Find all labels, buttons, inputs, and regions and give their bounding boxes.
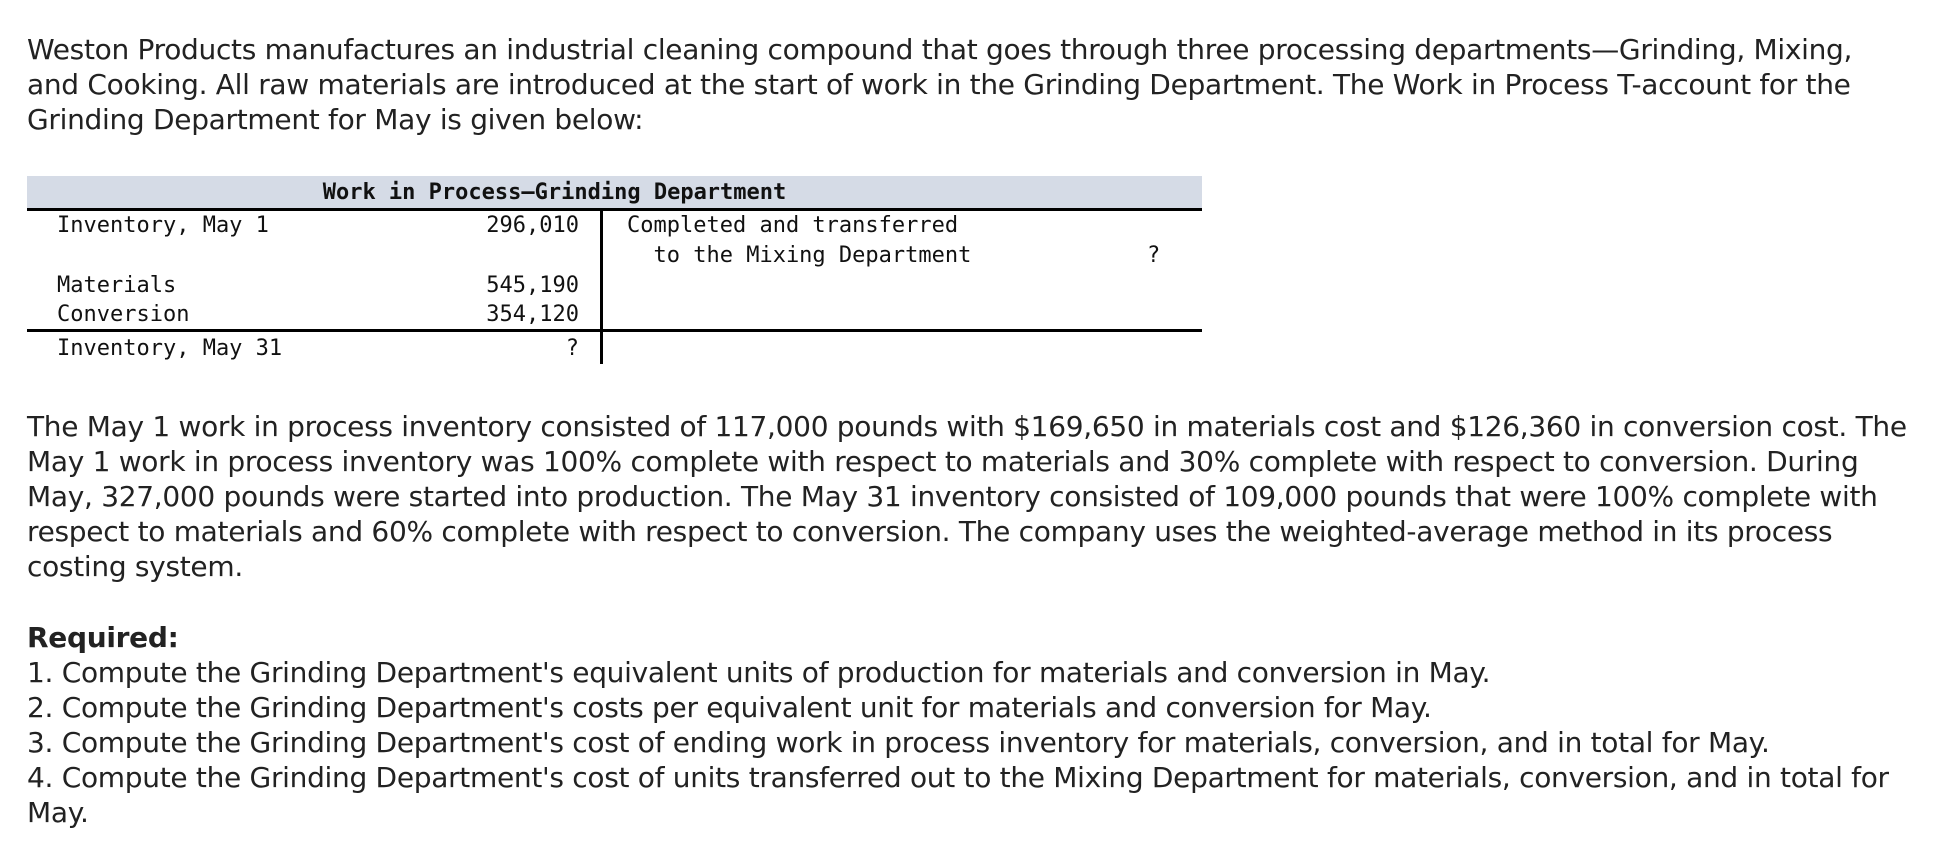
required-item: 2. Compute the Grinding Department's costs per equivalent unit for materials and conversion for May. [27, 691, 1432, 724]
debit-label-conversion: Conversion [57, 302, 190, 327]
details-line: May, 327,000 pounds were started into production. The May 31 inventory consisted of 109,000 pounds that were 100% complete with [27, 480, 1878, 513]
required-item: 3. Compute the Grinding Department's cost of ending work in process inventory for materials, conversion, and in total for May. [27, 726, 1770, 759]
credit-label-line1: Completed and transferred [627, 213, 959, 238]
debit-amount-beginning-inventory: 296,010 [486, 213, 579, 238]
work-in-process-t-account [27, 176, 1202, 366]
debit-amount-conversion: 354,120 [486, 302, 579, 327]
details-line: costing system. [27, 550, 243, 583]
required-item: 1. Compute the Grinding Department's equivalent units of production for materials and conversion in May. [27, 656, 1491, 689]
ending-inventory-label: Inventory, May 31 [57, 336, 283, 361]
t-account-top-rule [27, 208, 1202, 211]
details-line: respect to materials and 60% complete with respect to conversion. The company uses the weighted-average method in its process [27, 515, 1833, 548]
required-section [27, 620, 1927, 830]
debit-amount-materials: 545,190 [486, 273, 579, 298]
details-line: The May 1 work in process inventory consisted of 117,000 pounds with $169,650 in materials cost and $126,360 in conversion cost. The [27, 410, 1907, 443]
ending-inventory-amount: ? [565, 336, 579, 361]
t-account-balance-rule [27, 329, 1202, 332]
t-account-center-rule [600, 209, 603, 364]
t-account-title: Work in Process—Grinding Department [27, 176, 1202, 208]
details-paragraph [27, 409, 1927, 584]
required-item: May. [27, 796, 89, 829]
debit-label-materials: Materials [57, 273, 177, 298]
required-item: 4. Compute the Grinding Department's cost of units transferred out to the Mixing Department for materials, conversion, and in total for [27, 761, 1889, 794]
intro-line: Weston Products manufactures an industrial cleaning compound that goes through three processing departments—Grinding, Mixing, [27, 33, 1853, 66]
details-line: May 1 work in process inventory was 100% complete with respect to materials and 30% complete with respect to conversion. During [27, 445, 1859, 478]
intro-paragraph [27, 32, 1927, 137]
required-heading: Required: [27, 621, 179, 654]
intro-line: and Cooking. All raw materials are introduced at the start of work in the Grinding Department. The Work in Process T-account for the [27, 68, 1851, 101]
debit-label-beginning-inventory: Inventory, May 1 [57, 213, 269, 238]
credit-label-line2: to the Mixing Department [627, 243, 972, 268]
credit-amount-transferred: ? [1147, 243, 1161, 268]
intro-line: Grinding Department for May is given below: [27, 103, 644, 136]
